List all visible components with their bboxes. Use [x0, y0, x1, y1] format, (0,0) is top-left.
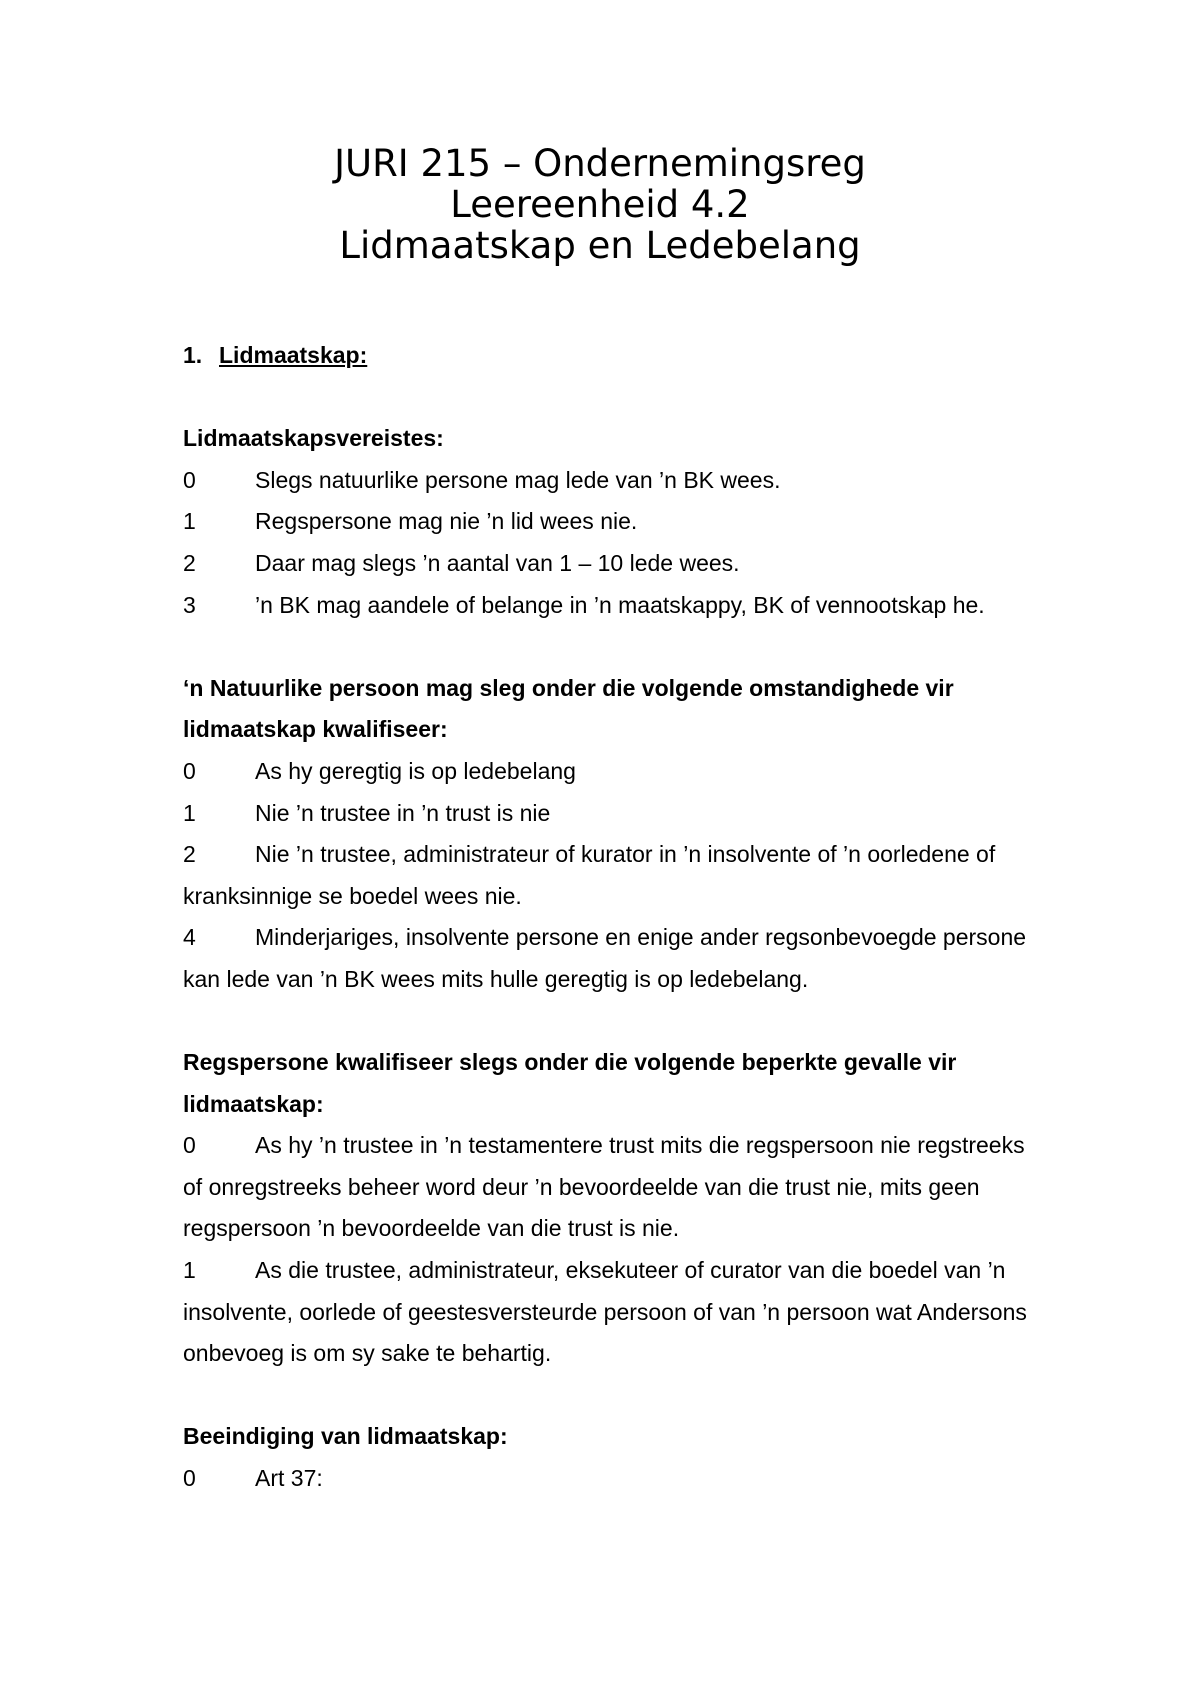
list-item-text: Art 37: — [255, 1465, 323, 1492]
section-heading — [183, 335, 1043, 377]
requirements-heading: Lidmaatskapsvereistes: — [183, 425, 444, 452]
list-item-number: 0 — [183, 1132, 196, 1159]
title-course: JURI 215 – Ondernemingsreg — [334, 142, 866, 185]
section-number: 1. — [183, 342, 203, 368]
list-item-text: Regspersone mag nie ’n lid wees nie. — [255, 508, 638, 535]
list-item-text: Daar mag slegs ’n aantal van 1 – 10 lede wees. — [255, 549, 740, 576]
list-item — [183, 1250, 1043, 1375]
list-item — [183, 1458, 1043, 1500]
list-item-number: 4 — [183, 924, 196, 951]
list-item-text: Nie ’n trustee, administrateur of kurator in ’n insolvente of ’n oorledene of kranksinnige se boedel wees nie. — [183, 841, 996, 909]
list-item-number: 0 — [183, 757, 196, 784]
list-item-number: 1 — [183, 1257, 196, 1284]
list-item-number: 1 — [183, 799, 196, 826]
list-item-text: Minderjariges, insolvente persone en enige ander regsonbevoegde persone kan lede van ’n BK wees mits hulle geregtig is op ledebelang. — [183, 924, 1027, 992]
list-item — [183, 751, 1043, 793]
list-item — [183, 501, 1043, 543]
list-item-text: ’n BK mag aandele of belange in ’n maatskappy, BK of vennootskap he. — [255, 591, 985, 618]
list-item-number: 0 — [183, 1465, 196, 1492]
title-unit: Leereenheid 4.2 — [450, 183, 750, 226]
list-item-text: Nie ’n trustee in ’n trust is nie — [255, 799, 551, 826]
list-item-text: As die trustee, administrateur, eksekuteer of curator van die boedel van ’n insolvente, oorlede of geestesversteurde persoon of van ’n persoon wat Andersons onbevoeg is om sy sake te behartig. — [183, 1257, 1027, 1367]
list-item — [183, 1125, 1043, 1250]
list-item-text: Slegs natuurlike persone mag lede van ’n BK wees. — [255, 466, 781, 493]
list-item — [183, 917, 1043, 1000]
title-topic: Lidmaatskap en Ledebelang — [339, 224, 861, 267]
list-item-number: 0 — [183, 466, 196, 493]
section-title: Lidmaatskap: — [219, 342, 368, 368]
list-item — [183, 543, 1043, 585]
natural-persons-heading: ‘n Natuurlike persoon mag sleg onder die volgende omstandighede vir lidmaatskap kwalifiseer: — [183, 674, 954, 743]
list-item-text: As hy ’n trustee in ’n testamentere trust mits die regspersoon nie regstreeks of onregstreeks beheer word deur ’n bevoordeelde van die trust nie, mits geen regspersoon ’n bevoordeelde van die trust is nie. — [183, 1132, 1025, 1242]
list-item-number: 2 — [183, 549, 196, 576]
list-item-number: 1 — [183, 508, 196, 535]
document-body — [183, 335, 1043, 1500]
document-title — [0, 143, 1200, 266]
legal-persons-heading: Regspersone kwalifiseer slegs onder die volgende beperkte gevalle vir lidmaatskap: — [183, 1049, 957, 1117]
list-item — [183, 793, 1043, 835]
list-item — [183, 585, 1043, 627]
list-item — [183, 460, 1043, 502]
termination-heading: Beeindiging van lidmaatskap: — [183, 1423, 508, 1450]
list-item-number: 2 — [183, 841, 196, 868]
list-item-number: 3 — [183, 591, 196, 618]
list-item — [183, 834, 1043, 917]
list-item-text: As hy geregtig is op ledebelang — [255, 757, 576, 784]
